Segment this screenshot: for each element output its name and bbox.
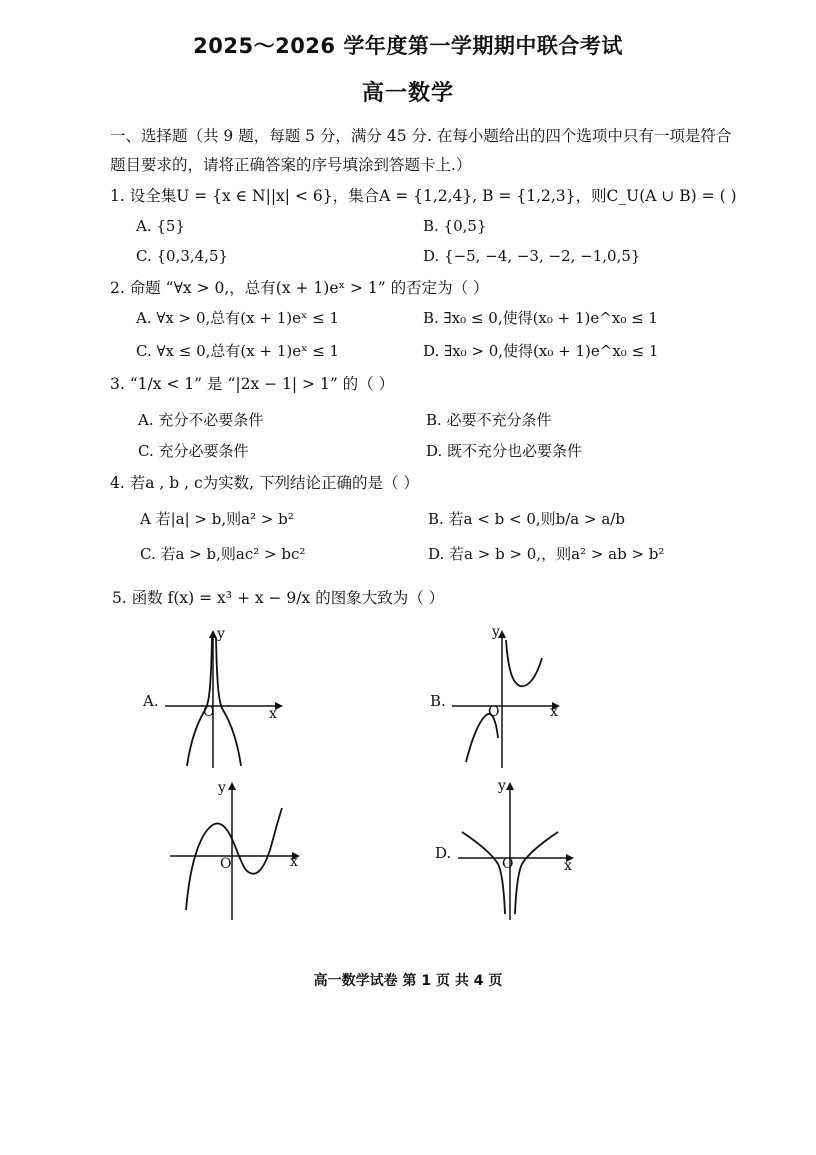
q2-stem: 2. 命题 “∀x > 0,，总有(x + 1)eˣ > 1” 的否定为（ ） — [110, 279, 489, 297]
q4-option-a: A 若|a| > b,则a² > b² — [140, 510, 294, 528]
q3-option-b: B. 必要不充分条件 — [426, 411, 552, 429]
exam-subtitle: 高一数学 — [361, 81, 454, 106]
section-instructions-line2: 题目要求的，请将正确答案的序号填涂到答题卡上.） — [110, 156, 472, 174]
q4-option-b: B. 若a < b < 0,则b/a > a/b — [428, 510, 625, 528]
q1-option-a: A. {5} — [136, 217, 185, 235]
q4-option-c: C. 若a > b,则ac² > bc² — [140, 545, 306, 563]
q5-stem: 5. 函数 f(x) = x³ + x − 9/x 的图象大致为（ ） — [112, 589, 445, 607]
q3-stem: 3. “1/x < 1” 是 “|2x − 1| > 1” 的（ ） — [110, 375, 395, 393]
q5-graph-a — [165, 628, 285, 768]
q2-option-a: A. ∀x > 0,总有(x + 1)eˣ ≤ 1 — [136, 309, 339, 327]
q1-option-d: D. {−5, −4, −3, −2, −1,0,5} — [423, 247, 641, 265]
q2-option-c: C. ∀x ≤ 0,总有(x + 1)eˣ ≤ 1 — [136, 342, 340, 360]
graph-a-x-label: x — [269, 706, 277, 722]
q2-option-b: B. ∃x₀ ≤ 0,使得(x₀ + 1)e^x₀ ≤ 1 — [423, 309, 658, 327]
q3-option-d: D. 既不充分也必要条件 — [426, 442, 583, 460]
graph-d-x-label: x — [564, 858, 572, 874]
q5-option-b-label: B. — [430, 692, 446, 710]
q3-option-a: A. 充分不必要条件 — [138, 411, 264, 429]
graph-c-origin-label: O — [220, 856, 232, 872]
q3-option-c: C. 充分必要条件 — [138, 442, 249, 460]
graph-b-origin-label: O — [488, 704, 500, 720]
q5-graph-d — [458, 780, 583, 920]
q1-stem: 1. 设全集U = {x ∈ N||x| < 6}，集合A = {1,2,4}, B = {1,2,3}，则C_U(A ∪ B) = ( ) — [110, 187, 737, 205]
exam-title: 2025～2026 学年度第一学期期中联合考试 — [193, 34, 623, 58]
graph-c-x-label: x — [290, 854, 298, 870]
page-footer: 高一数学试卷 第 1 页 共 4 页 — [313, 973, 503, 989]
q4-stem: 4. 若a , b , c为实数, 下列结论正确的是（ ） — [110, 474, 419, 492]
q1-option-b: B. {0,5} — [423, 217, 487, 235]
graph-d-y-label: y — [498, 778, 506, 794]
q2-option-d: D. ∃x₀ > 0,使得(x₀ + 1)e^x₀ ≤ 1 — [423, 342, 659, 360]
q5-option-a-label: A. — [143, 692, 159, 710]
q5-graph-b — [452, 624, 572, 768]
q5-option-d-label: D. — [435, 844, 452, 862]
graph-b-y-label: y — [492, 624, 500, 640]
graph-a-y-label: y — [217, 626, 225, 642]
q1-option-c: C. {0,3,4,5} — [136, 247, 229, 265]
graph-a-origin-label: O — [203, 704, 215, 720]
graph-b-x-label: x — [550, 704, 558, 720]
q4-option-d: D. 若a > b > 0,，则a² > ab > b² — [428, 545, 665, 563]
section-instructions-line1: 一、选择题（共 9 题，每题 5 分，满分 45 分. 在每小题给出的四个选项中只有一项是符合 — [110, 127, 732, 145]
q5-graph-c — [170, 780, 305, 920]
graph-d-origin-label: O — [502, 856, 514, 872]
graph-c-y-label: y — [218, 780, 226, 796]
